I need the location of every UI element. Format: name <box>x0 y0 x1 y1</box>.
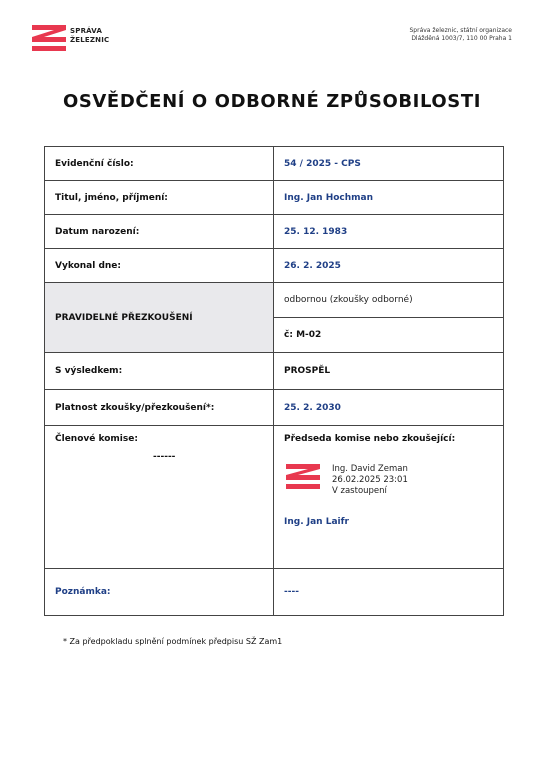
chair-cell <box>274 426 504 569</box>
logo-line-2: ŽELEZNIC <box>70 36 110 44</box>
result-value: PROSPĚL <box>274 353 504 390</box>
name-label: Titul, jméno, příjmení: <box>45 181 274 215</box>
row-done <box>45 249 504 283</box>
document-title: OSVĚDČENÍ O ODBORNÉ ZPŮSOBILOSTI <box>62 91 482 112</box>
signature-text <box>332 464 408 497</box>
name-value: Ing. Jan Hochman <box>274 181 504 215</box>
sz-logo-icon <box>32 25 68 55</box>
birth-label: Datum narození: <box>45 215 274 249</box>
members-label: Členové komise: <box>55 434 138 444</box>
members-value: ------ <box>153 452 176 462</box>
evidence-label: Evidenční číslo: <box>45 147 274 181</box>
org-name: Správa železnic, státní organizace <box>409 27 512 34</box>
logo-line-1: SPRÁVA <box>70 27 103 35</box>
row-evidence <box>45 147 504 181</box>
signature-date: 26.02.2025 23:01 <box>332 475 408 485</box>
exam-number: č: M-02 <box>274 318 504 353</box>
done-label: Vykonal dne: <box>45 249 274 283</box>
birth-value: 25. 12. 1983 <box>274 215 504 249</box>
certificate-table <box>44 146 504 616</box>
row-birth <box>45 215 504 249</box>
digital-signature <box>286 464 493 497</box>
row-validity <box>45 390 504 426</box>
result-label: S výsledkem: <box>45 353 274 390</box>
row-committee <box>45 426 504 569</box>
note-label: Poznámka: <box>45 569 274 616</box>
members-cell <box>45 426 274 569</box>
org-street: Dlážděná 1003/7, 110 00 Praha 1 <box>411 35 512 42</box>
validity-label: Platnost zkoušky/přezkoušení*: <box>45 390 274 426</box>
sz-signature-logo-icon <box>286 464 320 492</box>
exam-label: PRAVIDELNÉ PŘEZKOUŠENÍ <box>45 283 274 353</box>
row-note <box>45 569 504 616</box>
signer-name: Ing. Jan Laifr <box>284 517 349 527</box>
row-result <box>45 353 504 390</box>
signature-proxy: V zastoupení <box>332 486 387 496</box>
chair-label: Předseda komise nebo zkoušející: <box>284 434 456 444</box>
footnote: * Za předpokladu splnění podmínek předpisu SŽ Zam1 <box>63 637 283 646</box>
org-address <box>409 27 512 43</box>
row-name <box>45 181 504 215</box>
note-value: ---- <box>274 569 504 616</box>
validity-value: 25. 2. 2030 <box>274 390 504 426</box>
signature-name: Ing. David Zeman <box>332 464 408 474</box>
exam-type: odbornou (zkoušky odborné) <box>274 283 504 318</box>
done-value: 26. 2. 2025 <box>274 249 504 283</box>
logo-text <box>70 27 109 45</box>
evidence-value: 54 / 2025 - CPS <box>274 147 504 181</box>
row-exam-type <box>45 283 504 318</box>
